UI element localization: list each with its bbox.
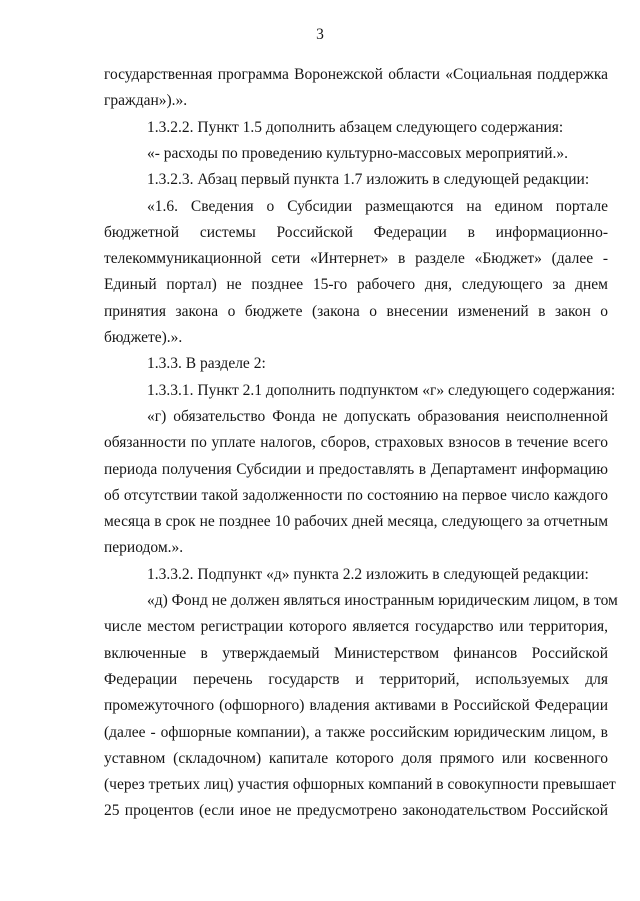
text-line: периодом.». xyxy=(104,539,184,557)
text-line: обязанности по уплате налогов, сборов, страховых взносов в течение всего xyxy=(104,434,608,452)
text-line: промежуточного (офшорного) владения активами в Российской Федерации xyxy=(104,697,608,715)
text-line: (далее - офшорные компании), а также российским юридическим лицом, в xyxy=(104,723,608,741)
text-line: включенные в утверждаемый Министерством финансов Российской xyxy=(104,644,608,662)
text-line: принятия закона о бюджете (закона о внесении изменений в закон о xyxy=(104,302,608,320)
text-line: 1.3.2.3. Абзац первый пункта 1.7 изложить в следующей редакции: xyxy=(147,171,590,189)
text-line: «д) Фонд не должен являться иностранным юридическим лицом, в том xyxy=(147,592,618,609)
text-line: (через третьих лиц) участия офшорных компаний в совокупности превышает xyxy=(104,776,616,794)
text-line: 1.3.3.1. Пункт 2.1 дополнить подпунктом «г» следующего содержания: xyxy=(147,381,616,399)
text-line: об отсутствии такой задолженности по состоянию на первое число каждого xyxy=(104,486,608,504)
text-line: Федерации перечень государств и территорий, используемых для xyxy=(104,670,608,688)
text-line: бюджете).». xyxy=(104,329,183,346)
text-line: 1.3.2.2. Пункт 1.5 дополнить абзацем следующего содержания: xyxy=(147,118,564,136)
text-line: месяца в срок не позднее 10 рабочих дней месяца, следующего за отчетным xyxy=(104,513,608,531)
text-line: 25 процентов (если иное не предусмотрено законодательством Российской xyxy=(104,802,608,820)
text-line: телекоммуникационной сети «Интернет» в разделе «Бюджет» (далее - xyxy=(104,250,608,268)
text-line: 1.3.3. В разделе 2: xyxy=(147,355,266,373)
text-line: 1.3.3.2. Подпункт «д» пункта 2.2 изложить в следующей редакции: xyxy=(147,565,589,583)
text-line: граждан»).». xyxy=(104,92,188,110)
text-line: числе местом регистрации которого является государство или территория, xyxy=(104,618,608,636)
text-line: государственная программа Воронежской области «Социальная поддержка xyxy=(104,66,608,83)
text-line: бюджетной системы Российской Федерации в информационно- xyxy=(104,223,608,241)
page-number: 3 xyxy=(316,26,324,43)
text-line: «1.6. Сведения о Субсидии размещаются на едином портале xyxy=(147,197,608,215)
text-line: «г) обязательство Фонда не допускать образования неисполненной xyxy=(147,407,608,425)
text-line: «- расходы по проведению культурно-массовых мероприятий.». xyxy=(147,144,568,162)
text-line: периода получения Субсидии и предоставлять в Департамент информацию xyxy=(104,460,608,478)
text-line: уставном (складочном) капитале которого доля прямого или косвенного xyxy=(104,749,608,767)
text-line: Единый портал) не позднее 15-го рабочего дня, следующего за днем xyxy=(104,276,608,294)
